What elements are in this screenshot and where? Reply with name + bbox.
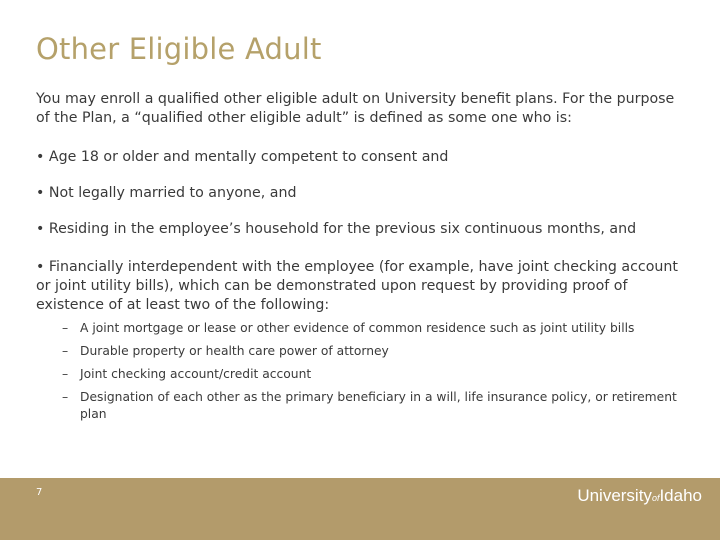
page-number: 7 (36, 487, 43, 498)
sub-bullet-item (62, 343, 682, 360)
intro-paragraph: You may enroll a qualified other eligible adult on University benefit plans. For the purpose of the Plan, a “qualified other eligible adult” is defined as some one who is: (36, 91, 675, 126)
footer-bar (0, 478, 720, 540)
bullet-item: • Residing in the employee’s household for the previous six continuous months, and (36, 221, 637, 237)
university-logo (577, 486, 702, 506)
sub-bullet-text: Durable property or health care power of attorney (80, 344, 389, 358)
sub-bullet-text: Designation of each other as the primary beneficiary in a will, life insurance policy, or retirement plan (80, 390, 677, 421)
sub-bullet-item (62, 320, 682, 337)
slide-title: Other Eligible Adult (36, 32, 322, 66)
logo-of-text: of (651, 493, 660, 503)
logo-university-text: University (577, 486, 652, 505)
logo-idaho-text: Idaho (659, 486, 702, 505)
sub-bullet-item (62, 366, 682, 383)
bullet-item: • Financially interdependent with the employee (for example, have joint checking account or joint utility bills), which can be demonstrated upon request by providing proof of existence of at least two of the following: (36, 259, 678, 313)
dash-marker: – (62, 367, 69, 381)
sub-bullet-text: Joint checking account/credit account (80, 367, 312, 381)
dash-marker: – (62, 321, 69, 335)
dash-marker: – (62, 344, 69, 358)
sub-bullet-item (62, 389, 682, 423)
dash-marker: – (62, 390, 69, 404)
sub-bullet-text: A joint mortgage or lease or other evidence of common residence such as joint utility bills (80, 321, 635, 335)
bullet-item: • Age 18 or older and mentally competent to consent and (36, 149, 449, 165)
bullet-item: • Not legally married to anyone, and (36, 185, 297, 201)
